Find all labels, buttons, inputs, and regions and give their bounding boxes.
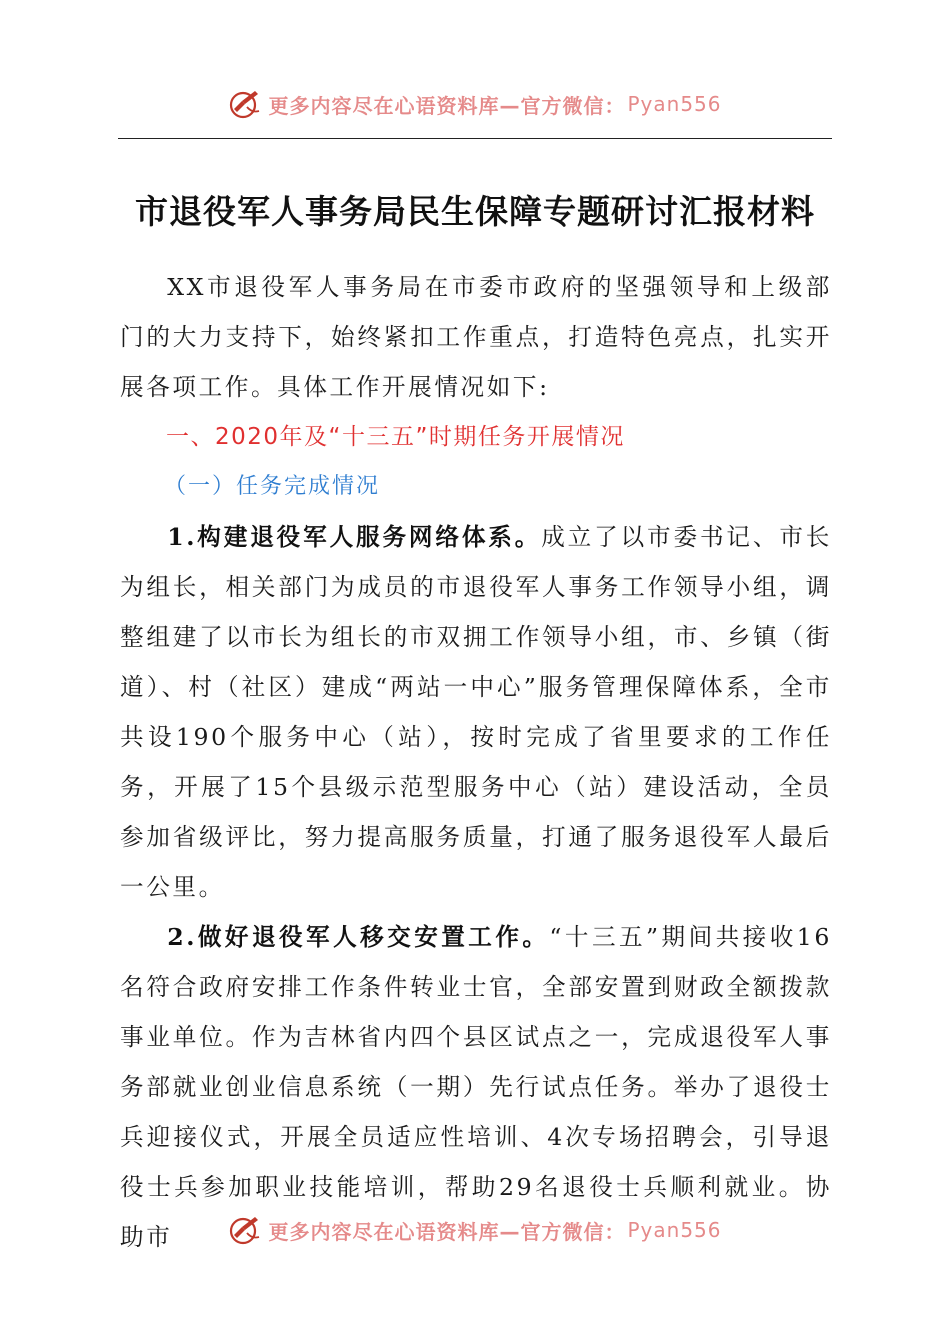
- item-body-2: “十三五”期间共接收16名符合政府安排工作条件转业士官，全部安置到财政全额拨款事业单位。作为吉林省内四个县区试点之一，完成退役军人事务部就业创业信息系统（一期）先行试点任务。举办了退役士兵迎接仪式，开展全员适应性培训、4次专场招聘会，引导退役士兵参加职业技能培训，帮助29名退役士兵顺利就业。协助市: [120, 923, 832, 1251]
- item-lead-2: 2.做好退役军人移交安置工作。: [167, 923, 550, 951]
- item-lead-1: 1.构建退役军人服务网络体系。: [167, 523, 542, 551]
- watermark-text: 更多内容尽在心语资料库—官方微信：: [268, 93, 626, 118]
- document-body: [120, 262, 832, 1262]
- section-heading: 一、2020年及“十三五”时期任务开展情况: [166, 424, 625, 450]
- subsection-heading: （一）任务完成情况: [164, 474, 381, 499]
- watermark-brand: Pyan556: [627, 1218, 722, 1242]
- item-body-1: 成立了以市委书记、市长为组长，相关部门为成员的市退役军人事务工作领导小组，调整组建了以市长为组长的市双拥工作领导小组，市、乡镇（街道）、村（社区）建成“两站一中心”服务管理保障体系，全市共设190个服务中心（站），按时完成了省里要求的工作任务，开展了15个县级示范型服务中心（站）建设活动，全员参加省级评比，努力提高服务质量，打通了服务退役军人最后一公里。: [120, 523, 832, 901]
- intro-paragraph: XX市退役军人事务局在市委市政府的坚强领导和上级部门的大力支持下，始终紧扣工作重点，打造特色亮点，扎实开展各项工作。具体工作开展情况如下:: [120, 273, 832, 401]
- header-divider: [118, 138, 832, 139]
- pen-circle-icon: [228, 87, 262, 121]
- item-paragraph-1: [120, 512, 832, 912]
- watermark-text: 更多内容尽在心语资料库—官方微信：: [268, 1219, 626, 1244]
- watermark-brand: Pyan556: [627, 92, 722, 116]
- document-title: 市退役军人事务局民生保障专题研讨汇报材料: [135, 192, 815, 231]
- footer-watermark: [0, 1210, 950, 1250]
- pen-circle-icon: [228, 1213, 262, 1247]
- header-watermark: [0, 84, 950, 124]
